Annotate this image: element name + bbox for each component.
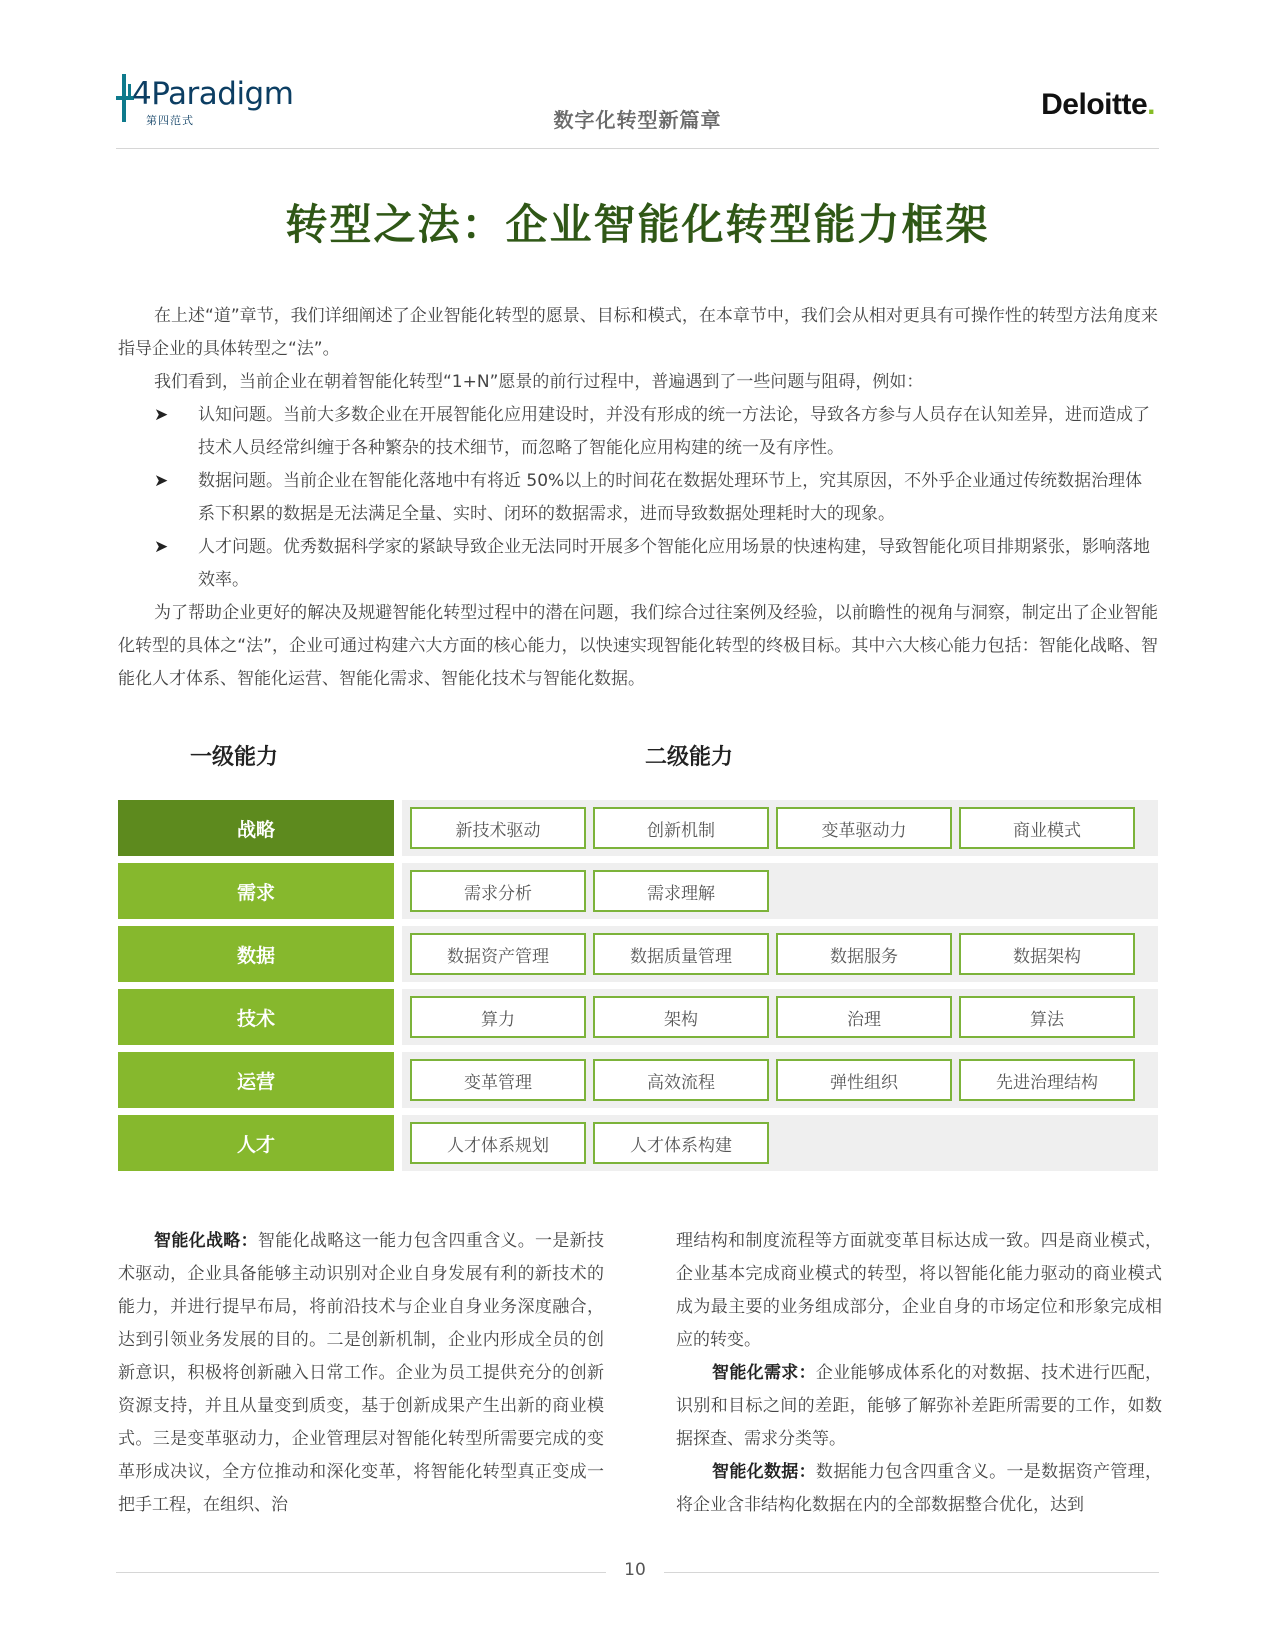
arrow-bullet-icon: ➤ — [154, 537, 169, 557]
level2-item: 数据架构 — [959, 933, 1135, 975]
intro-body — [118, 300, 1158, 696]
level2-cells — [402, 863, 1158, 919]
level1-header: 一级能力 — [190, 745, 279, 770]
term-data: 智能化数据： — [712, 1462, 816, 1482]
level1-label: 人才 — [118, 1115, 394, 1171]
problem-list — [118, 399, 1158, 597]
list-item: ➤ 数据问题。当前企业在智能化落地中有将近 50%以上的时间花在数据处理环节上，究其原因，不外乎企业通过传统数据治理体系下积累的数据是无法满足全量、实时、闭环的数据需求，进而导致数据处理耗时大的现象。 — [118, 465, 1158, 531]
4paradigm-wordmark: 4Paradigm — [132, 76, 294, 112]
level2-item: 架构 — [593, 996, 769, 1038]
intro-paragraph-2: 我们看到，当前企业在朝着智能化转型“1+N”愿景的前行过程中，普遍遇到了一些问题与阻碍，例如： — [154, 372, 924, 392]
level2-item: 新技术驱动 — [410, 807, 586, 849]
level2-cells — [402, 800, 1158, 856]
level2-item: 数据质量管理 — [593, 933, 769, 975]
level2-item: 算法 — [959, 996, 1135, 1038]
deloitte-logo — [1041, 88, 1155, 122]
level2-cells — [402, 1115, 1158, 1171]
capability-matrix — [118, 800, 1158, 1178]
level1-label: 战略 — [118, 800, 394, 856]
level2-item: 需求分析 — [410, 870, 586, 912]
matrix-row — [118, 1052, 1158, 1108]
term-demand: 智能化需求： — [712, 1363, 816, 1383]
level2-item: 人才体系构建 — [593, 1122, 769, 1164]
term-strategy: 智能化战略： — [154, 1231, 258, 1251]
level2-item: 先进治理结构 — [959, 1059, 1135, 1101]
level2-item: 数据资产管理 — [410, 933, 586, 975]
matrix-row — [118, 800, 1158, 856]
footer-divider-right — [664, 1572, 1159, 1573]
arrow-bullet-icon: ➤ — [154, 471, 169, 491]
deloitte-wordmark: Deloitte — [1041, 88, 1148, 121]
level2-item: 需求理解 — [593, 870, 769, 912]
level2-item: 商业模式 — [959, 807, 1135, 849]
list-item: ➤ 认知问题。当前大多数企业在开展智能化应用建设时，并没有形成的统一方法论，导致各方参与人员存在认知差异，进而造成了技术人员经常纠缠于各种繁杂的技术细节，而忽略了智能化应用构建的统一及有序性。 — [118, 399, 1158, 465]
strategy-paragraph: 智能化战略：智能化战略这一能力包含四重含义。一是新技术驱动，企业具备能够主动识别对企业自身发展有利的新技术的能力，并进行提早布局，将前沿技术与企业自身业务深度融合，达到引领业务发展的目的。二是创新机制，企业内形成全员的创新意识，积极将创新融入日常工作。企业为员工提供充分的创新资源支持，并且从量变到质变，基于创新成果产生出新的商业模式。三是变革驱动力，企业管理层对智能化转型所需要完成的变革形成决议，全方位推动和深化变革，将智能化转型真正变成一把手工程，在组织、治 — [118, 1231, 605, 1515]
header-title: 数字化转型新篇章 — [553, 108, 722, 132]
level2-item: 变革管理 — [410, 1059, 586, 1101]
right-column — [676, 1225, 1162, 1522]
demand-paragraph: 智能化需求：企业能够成体系化的对数据、技术进行匹配，识别和目标之间的差距，能够了解弥补差距所需要的工作，如数据探查、需求分类等。 — [676, 1363, 1163, 1449]
level1-label: 运营 — [118, 1052, 394, 1108]
level2-item: 变革驱动力 — [776, 807, 952, 849]
level1-label: 数据 — [118, 926, 394, 982]
matrix-row — [118, 1115, 1158, 1171]
data-paragraph: 智能化数据：数据能力包含四重含义。一是数据资产管理，将企业含非结构化数据在内的全部数据整合优化，达到 — [676, 1462, 1163, 1515]
matrix-row — [118, 989, 1158, 1045]
level2-item: 数据服务 — [776, 933, 952, 975]
arrow-bullet-icon: ➤ — [154, 405, 169, 425]
level2-cells — [402, 926, 1158, 982]
left-column — [118, 1225, 604, 1522]
level2-item: 算力 — [410, 996, 586, 1038]
page-title: 转型之法：企业智能化转型能力框架 — [285, 200, 990, 249]
level2-item: 弹性组织 — [776, 1059, 952, 1101]
level2-item: 人才体系规划 — [410, 1122, 586, 1164]
level2-item: 创新机制 — [593, 807, 769, 849]
strategy-continued: 理结构和制度流程等方面就变革目标达成一致。四是商业模式，企业基本完成商业模式的转型，将以智能化能力驱动的商业模式成为最主要的业务组成部分，企业自身的市场定位和形象完成相应的转变。 — [676, 1231, 1162, 1350]
level2-item: 治理 — [776, 996, 952, 1038]
level2-cells — [402, 989, 1158, 1045]
level2-item: 高效流程 — [593, 1059, 769, 1101]
list-item: ➤ 人才问题。优秀数据科学家的紧缺导致企业无法同时开展多个智能化应用场景的快速构建，导致智能化项目排期紧张，影响落地效率。 — [118, 531, 1158, 597]
page-number: 10 — [624, 1560, 646, 1580]
level1-label: 需求 — [118, 863, 394, 919]
header-divider — [116, 148, 1159, 149]
deloitte-dot: . — [1147, 88, 1155, 121]
level2-header: 二级能力 — [645, 745, 734, 770]
matrix-row — [118, 926, 1158, 982]
intro-paragraph-3: 为了帮助企业更好的解决及规避智能化转型过程中的潜在问题，我们综合过往案例及经验，以前瞻性的视角与洞察，制定出了企业智能化转型的具体之“法”，企业可通过构建六大方面的核心能力，以快速实现智能化转型的终极目标。其中六大核心能力包括：智能化战略、智能化人才体系、智能化运营、智能化需求、智能化技术与智能化数据。 — [118, 603, 1158, 689]
level1-label: 技术 — [118, 989, 394, 1045]
intro-paragraph-1: 在上述“道”章节，我们详细阐述了企业智能化转型的愿景、目标和模式，在本章节中，我们会从相对更具有可操作性的转型方法角度来指导企业的具体转型之“法”。 — [118, 306, 1158, 359]
footer-divider-left — [116, 1572, 606, 1573]
level2-cells — [402, 1052, 1158, 1108]
matrix-row — [118, 863, 1158, 919]
4paradigm-sub: 第四范式 — [146, 114, 194, 127]
